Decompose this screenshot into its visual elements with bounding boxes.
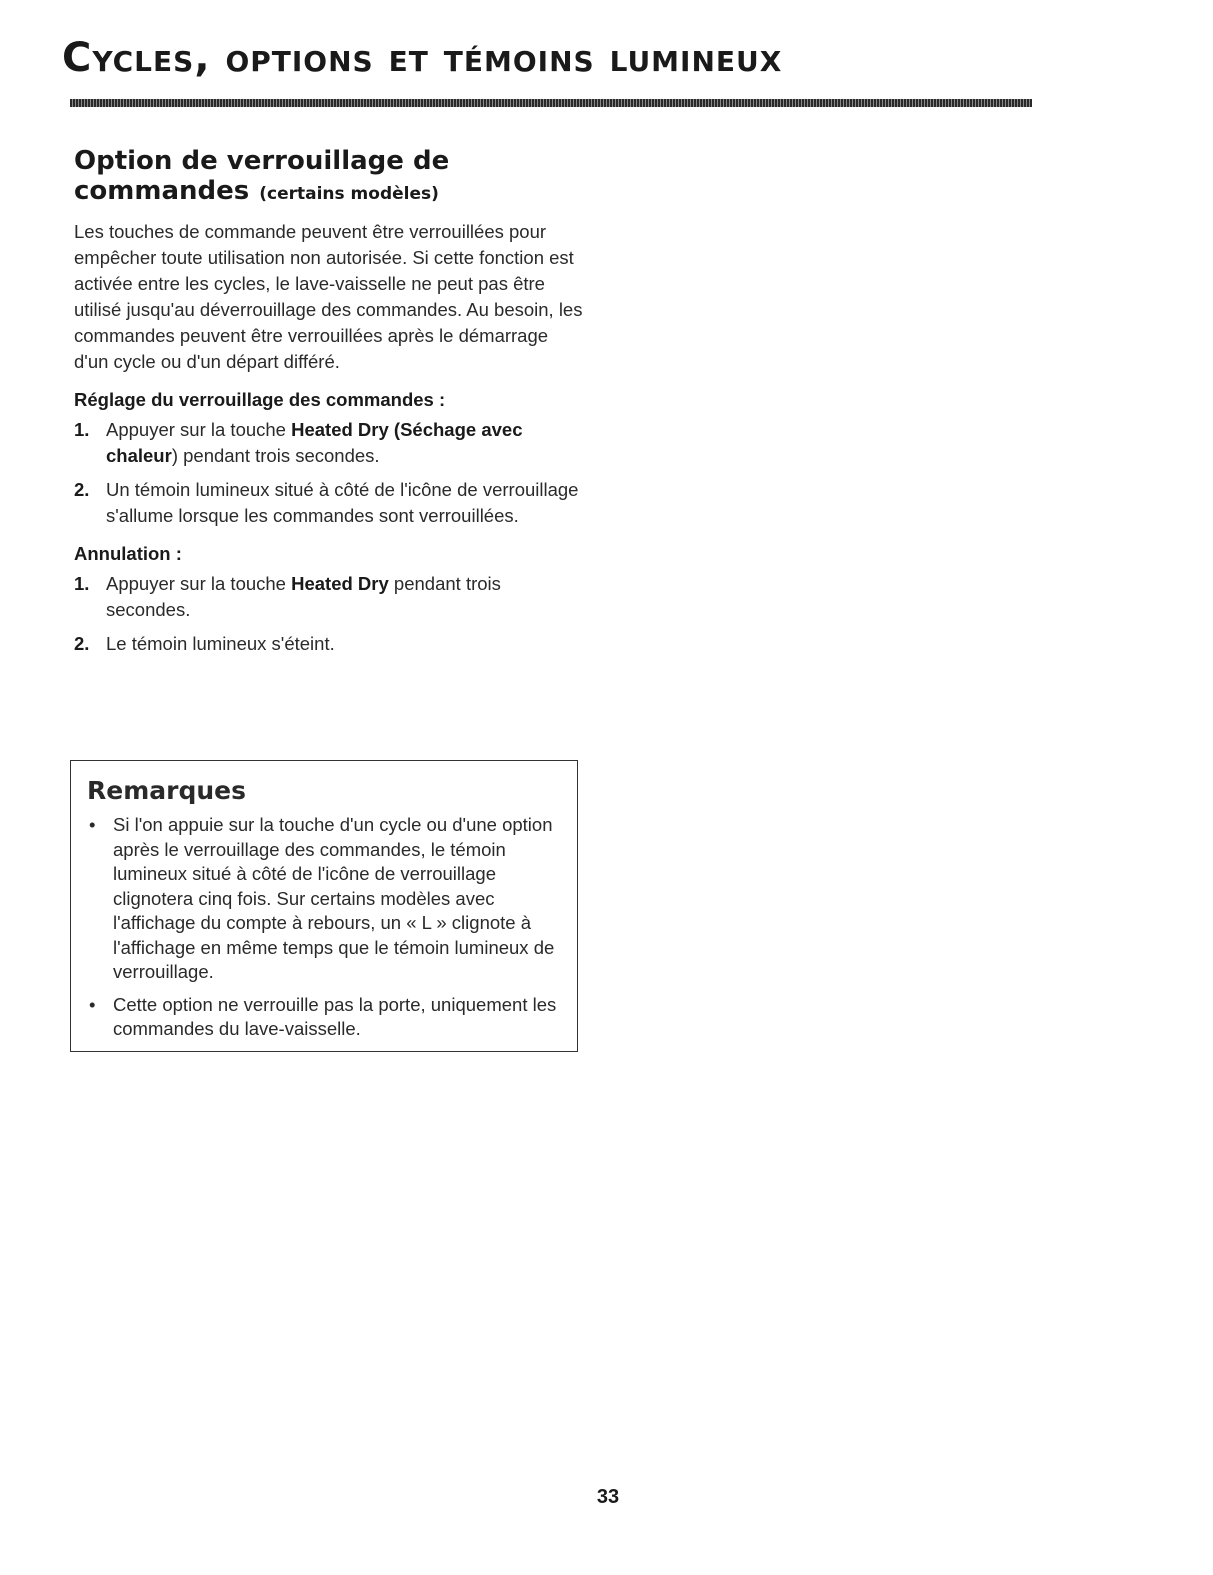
step-key-name: Heated Dry (Séchage avec chaleur: [106, 419, 523, 466]
setting-heading: Réglage du verrouillage des commandes :: [74, 389, 446, 410]
cancel-heading: Annulation :: [74, 543, 182, 564]
setting-steps: [74, 417, 584, 529]
step-text: Un témoin lumineux situé à côté de l'icône de verrouillage s'allume lorsque les commandes sont verrouillées.: [106, 479, 579, 526]
main-column: [74, 146, 584, 665]
intro-paragraph: Les touches de commande peuvent être verrouillées pour empêcher toute utilisation non autorisée. Si cette fonction est activée entre les cycles, le lave-vaisselle ne peut pas être utilisé jusqu'au déverrouillage des commandes. Au besoin, les commandes peuvent être verrouillées après le démarrage d'un cycle ou d'un départ différé.: [74, 221, 583, 372]
section-title-line1: Option de verrouillage de: [74, 146, 450, 176]
note-text: Cette option ne verrouille pas la porte, uniquement les commandes du lave-vaisselle.: [113, 993, 557, 1039]
setting-step-1: [74, 417, 584, 469]
cancel-steps: [74, 571, 584, 657]
setting-step-2: [74, 477, 584, 529]
title-rule: [70, 99, 1032, 107]
section-title-main: commandes: [74, 176, 250, 206]
step-number: 2.: [74, 633, 90, 654]
note-item-2: [87, 993, 561, 1042]
note-item-1: [87, 813, 561, 985]
notes-box: [70, 760, 578, 1052]
bullet-icon: •: [89, 814, 96, 835]
step-number: 1.: [74, 419, 90, 440]
step-text-post: pendant trois secondes.: [106, 573, 501, 620]
step-key-name: Heated Dry: [291, 573, 389, 594]
section-title-qualifier: (certains modèles): [259, 184, 439, 204]
note-text: Si l'on appuie sur la touche d'un cycle ou d'une option après le verrouillage des commandes, le témoin lumineux situé à côté de l'icône de verrouillage clignotera cinq fois. Sur certains modèles avec l'affichage du compte à rebours, un « L » clignote à l'affichage en même temps que le témoin lumineux de verrouillage.: [113, 814, 555, 982]
section-title: [74, 146, 584, 209]
page-title: Cycles, options et témoins lumineux: [62, 35, 783, 81]
section-title-line2: [74, 176, 584, 209]
notes-title: Remarques: [87, 776, 246, 805]
step-text: Le témoin lumineux s'éteint.: [106, 633, 335, 654]
notes-list: [87, 813, 561, 1042]
step-number: 2.: [74, 479, 90, 500]
cancel-step-1: [74, 571, 584, 623]
step-text-pre: Appuyer sur la touche: [106, 573, 292, 594]
step-text-pre: Appuyer sur la touche: [106, 419, 292, 440]
step-number: 1.: [74, 573, 90, 594]
page-number: 33: [596, 1486, 620, 1508]
bullet-icon: •: [89, 993, 96, 1015]
cancel-step-2: [74, 631, 584, 657]
step-text-post: ) pendant trois secondes.: [171, 445, 380, 466]
